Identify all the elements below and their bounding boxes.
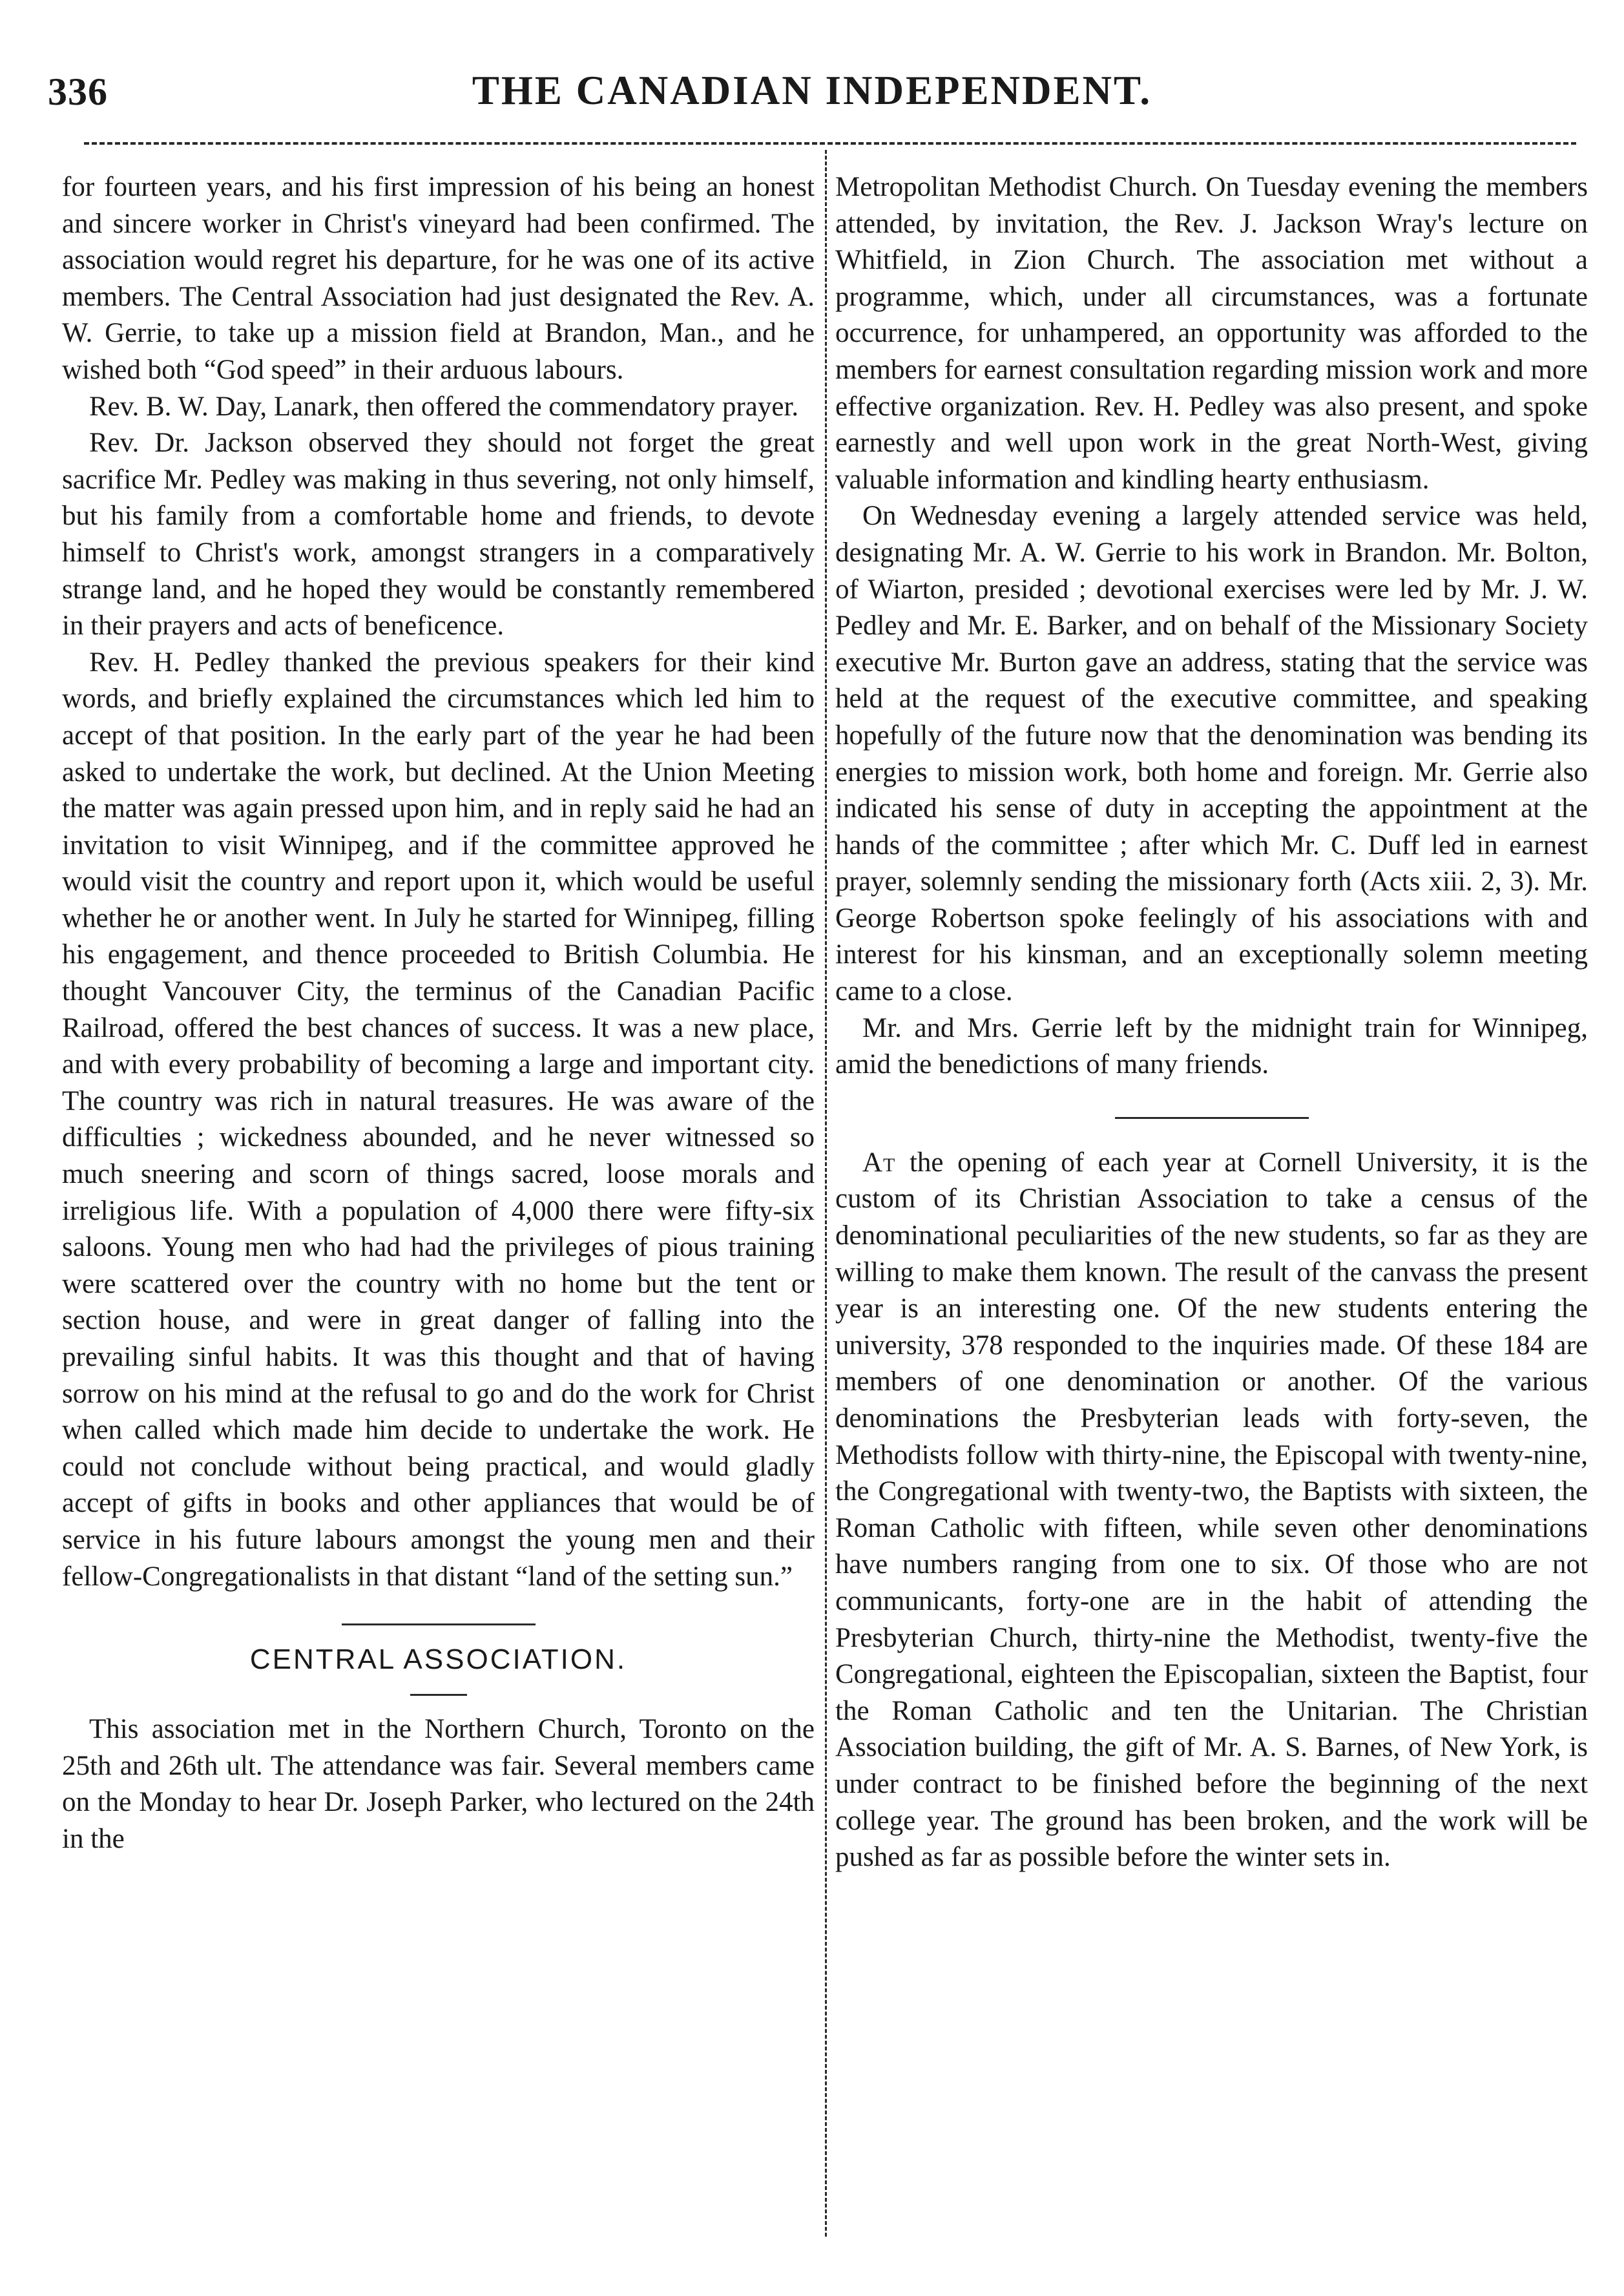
section-heading: CENTRAL ASSOCIATION. [249, 1644, 627, 1676]
article-paragraph [835, 1145, 1588, 1876]
paragraph: Mr. and Mrs. Gerrie left by the midnight train for Winnipeg, amid the benedictions of many friends. [835, 1012, 1588, 1080]
paragraph: Rev. Dr. Jackson observed they should not forget the great sacrifice Mr. Pedley was making in thus severing, not only himself, but his family from a comfortable home and friends, to devote himself to Christ's work, amongst strangers in a comparatively strange land, and he hoped they would be constantly remembered in their prayers and acts of beneficence. [62, 428, 815, 642]
header-rule [84, 142, 1576, 145]
paragraph: This association met in the Northern Church, Toronto on the 25th and 26th ult. The attendance was fair. Several members came on the Monday to hear Dr. Joseph Parker, who lectured on the 24th in the [62, 1714, 815, 1854]
paragraph: On Wednesday evening a largely attended service was held, designating Mr. A. W. Gerrie to his work in Brandon. Mr. Bolton, of Wiarton, presided ; devotional exercises were led by Mr. J. W. Pedley and Mr. E. Barker, and on behalf of the Missionary Society executive Mr. Burton gave an address, stating that the service was held at the request of the executive committee, and speaking hopefully of the future now that the denomination was bending its energies to mission work, both home and foreign. Mr. Gerrie also indicated his sense of duty in accepting the appointment at the hands of the committee ; after which Mr. C. Duff led in earnest prayer, solemnly sending the missionary forth (Acts xiii. 2, 3). Mr. George Robertson spoke feelingly of his associations with and interest for his kinsman, and an exceptionally solemn meeting came to a close. [835, 501, 1588, 1007]
paragraph: Metropolitan Methodist Church. On Tuesday evening the members attended, by invitation, the Rev. J. Jackson Wray's lecture on Whitfield, in Zion Church. The association met without a programme, which, under all circumstances, was a fortunate occurrence, for unhampered, an opportunity was afforded to the members for earnest consultation regarding mission work and more effective organization. Rev. H. Pedley was also present, and spoke earnestly and well upon work in the great North-West, giving valuable information and kindling hearty enthusiasm. [835, 172, 1588, 495]
section-rule [1115, 1117, 1309, 1119]
paragraph-body: the opening of each year at Cornell University, it is the custom of its Christian Association to take a census of the denominational peculiarities of the new students, so far as they are willing to make them known. The result of the canvass the present year is an interesting one. Of the new students entering the university, 378 responded to the inquiries made. Of these 184 are members of one denomination or another. Of the various denominations the Presbyterian leads with forty-seven, the Methodists follow with thirty-nine, the Episcopal with twenty-nine, the Congregational with twenty-two, the Baptists with sixteen, the Roman Catholic with fifteen, while seven other denominations have numbers ranging from one to six. Of those who are not communicants, forty-one are in the habit of attending the Presbyterian Church, thirty-nine the Methodist, twenty-five the Congregational, eighteen the Episcopalian, sixteen the Baptist, four the Roman Catholic and ten the Unitarian. The Christian Association building, the gift of Mr. A. S. Barnes, of New York, is under contract to be finished before the beginning of the next college year. The ground has been broken, and the work will be pushed as far as possible before the winter sets in. [835, 1147, 1588, 1873]
heading-rule [410, 1694, 467, 1696]
paragraph: for fourteen years, and his first impression of his being an honest and sincere worker in Christ's vineyard had been confirmed. The association would regret his departure, for he was one of its active members. The Central Association had just designated the Rev. A. W. Gerrie, to take up a mission field at Brandon, Man., and he wished both “God speed” in their arduous labours. [62, 172, 815, 385]
right-column [835, 169, 1588, 1876]
lead-word: At [862, 1147, 896, 1178]
column-divider [825, 150, 827, 2237]
running-head [0, 0, 1624, 149]
paragraph: Rev. B. W. Day, Lanark, then offered the commendatory prayer. [89, 391, 799, 422]
paragraph: Rev. H. Pedley thanked the previous speakers for their kind words, and briefly explained the circumstances which led him to accept of that position. In the early part of the year he had been asked to undertake the work, but declined. At the Union Meeting the matter was again pressed upon him, and in reply said he had an invitation to visit Winnipeg, and if the committee approved he would visit the country and report upon it, which would be useful whether he or another went. In July he started for Winnipeg, filling his engagement, and thence proceeded to British Columbia. He thought Vancouver City, the terminus of the Canadian Pacific Railroad, offered the best chances of success. It was a new place, and with every probability of becoming a large and important city. The country was rich in natural treasures. He was aware of the difficulties ; wickedness abounded, and he never witnessed so much sneering and scorn of things sacred, loose morals and irreligious life. With a population of 4,000 there were fifty-six saloons. Young men who had had the privileges of pious training were scattered over the country with no home but the tent or section house, and were in great danger of falling into the prevailing sinful habits. It was this thought and that of having sorrow on his mind at the refusal to go and do the work for Christ when called which made him decide to undertake the work. He could not conclude without being practical, and would gladly accept of gifts in books and other appliances that would be of service in his future labours amongst the young men and their fellow-Congregationalists in that distant “land of the setting sun.” [62, 647, 815, 1592]
page-number: 336 [48, 70, 108, 113]
left-column [62, 169, 815, 1858]
section-rule [342, 1623, 536, 1625]
journal-title: THE CANADIAN INDEPENDENT. [472, 68, 1152, 113]
